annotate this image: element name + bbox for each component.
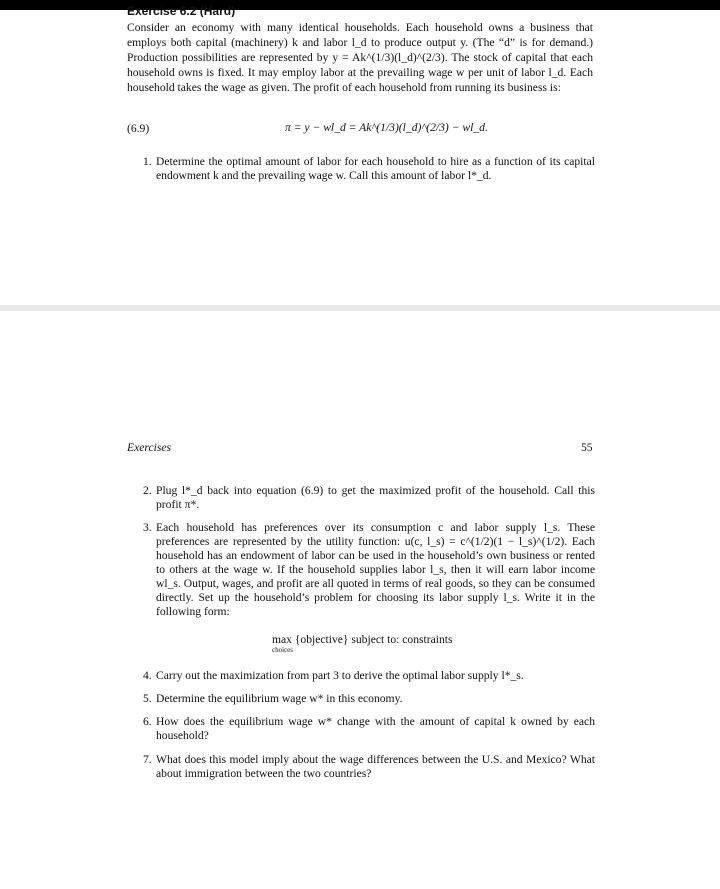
question-number: 7. bbox=[143, 753, 152, 766]
question-number: 3. bbox=[143, 521, 152, 534]
question-2 bbox=[143, 484, 595, 512]
question-number: 2. bbox=[143, 484, 152, 497]
equation-label: (6.9) bbox=[127, 122, 150, 135]
question-text: How does the equilibrium wage w* change with the amount of capital k owned by each household? bbox=[156, 715, 595, 742]
question-text: Determine the equilibrium wage w* in this economy. bbox=[156, 692, 403, 705]
question-text: Each household has preferences over its consumption c and labor supply l_s. These preferences are represented by the utility function: u(c, l_s) = c^(1/2)(1 − l_s)^(1/2). Each household has an endowment of labor can be used in the household’s own business or rented to others at the wage w. If the household supplies labor l_s, then it will earn labor income wl_s. Output, wages, and profit are all quoted in terms of real goods, so they can be consumed directly. Set up the household’s problem for choosing its labor supply l_s. Write it in the following form: bbox=[156, 521, 595, 618]
question-4 bbox=[143, 669, 595, 683]
question-number: 5. bbox=[143, 692, 152, 705]
question-text: Plug l*_d back into equation (6.9) to get the maximized profit of the household. Call this profit π*. bbox=[156, 484, 595, 511]
intro-paragraph: Consider an economy with many identical households. Each household owns a business that employs both capital (machinery) k and labor l_d to produce output y. (The “d” is for demand.) Production possibilities are represented by y = Ak^(1/3)(l_d)^(2/3). The stock of capital that each household owns is fixed. It may employ labor at the prevailing wage w per unit of labor l_d. Each household takes the wage as given. The profit of each household from running its business is: bbox=[127, 21, 593, 94]
profit-equation: π = y − wl_d = Ak^(1/3)(l_d)^(2/3) − wl_d. bbox=[285, 121, 488, 134]
question-6 bbox=[143, 715, 595, 743]
exercise-title: Exercise 6.2 (Hard) bbox=[127, 6, 236, 17]
question-5 bbox=[143, 692, 595, 706]
question-text: Carry out the maximization from part 3 to derive the optimal labor supply l*_s. bbox=[156, 669, 524, 682]
question-text: What does this model imply about the wage differences between the U.S. and Mexico? What about immigration between the two countries? bbox=[156, 753, 595, 780]
question-number: 6. bbox=[143, 715, 152, 728]
running-head: Exercises bbox=[127, 441, 171, 454]
maximization-form bbox=[272, 633, 453, 654]
question-number: 4. bbox=[143, 669, 152, 682]
question-7 bbox=[143, 753, 595, 781]
page-divider bbox=[0, 305, 720, 311]
question-number: 1. bbox=[143, 155, 152, 168]
form-subscript: choices bbox=[272, 646, 293, 654]
question-1 bbox=[143, 155, 595, 183]
top-bar bbox=[0, 0, 720, 10]
question-text: Determine the optimal amount of labor for each household to hire as a function of its capital endowment k and the prevailing wage w. Call this amount of labor l*_d. bbox=[156, 155, 595, 182]
question-3 bbox=[143, 521, 595, 619]
form-main: max {objective} subject to: constraints bbox=[272, 633, 453, 646]
page-number: 55 bbox=[581, 441, 593, 454]
